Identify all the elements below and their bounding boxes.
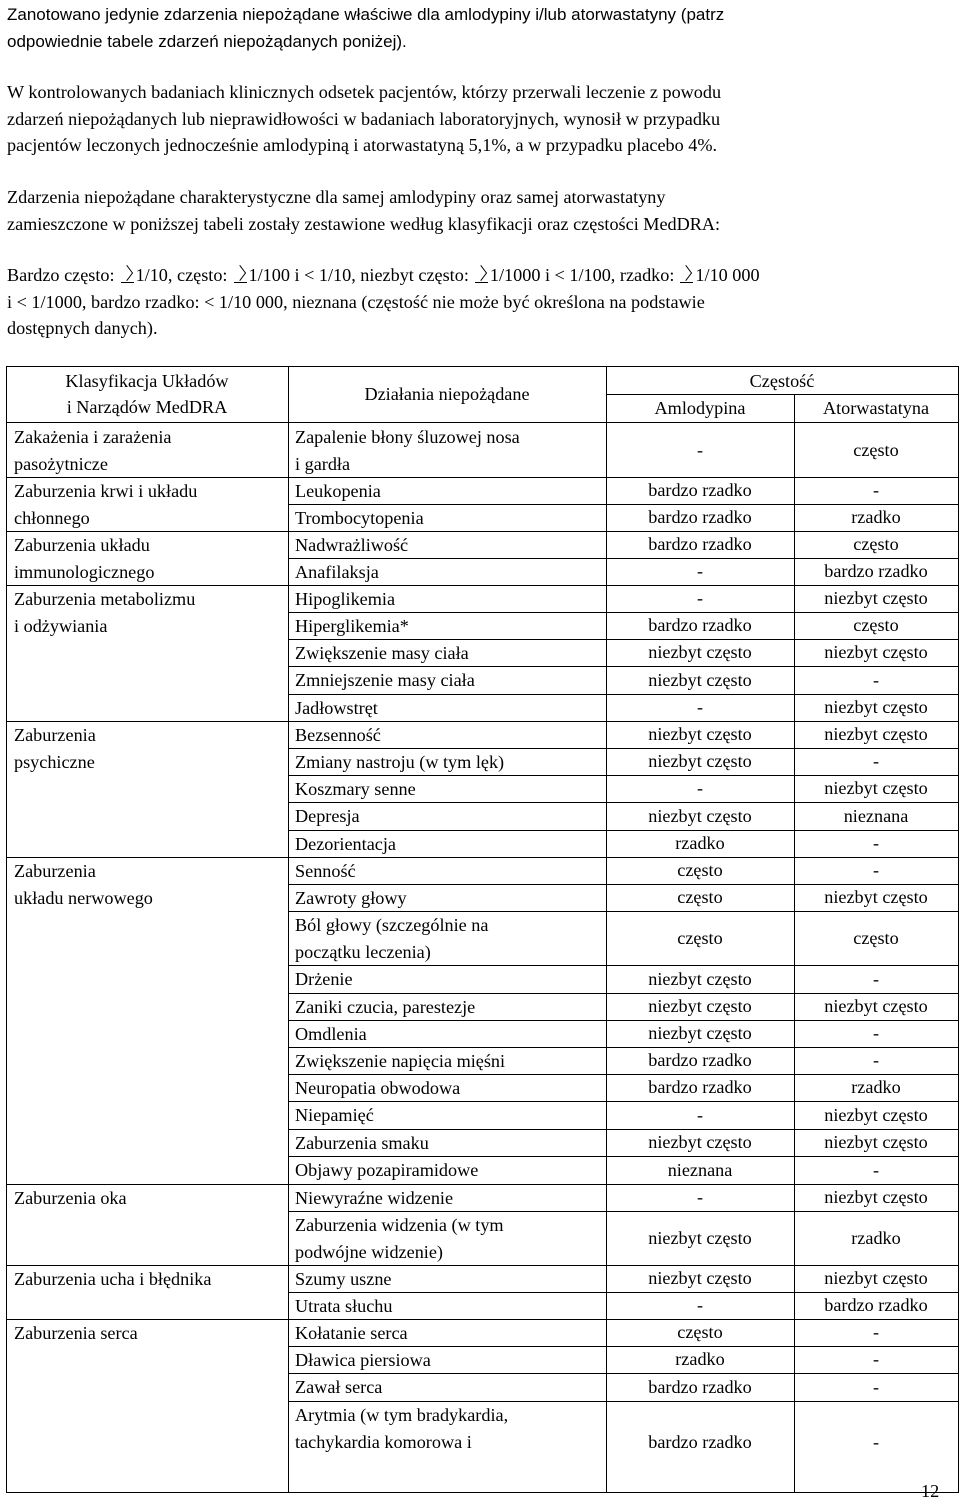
class-label: Zakażenia i zarażenia: [14, 427, 172, 447]
atorvastatin-frequency: -: [872, 1159, 880, 1180]
para2-line-3: pacjentów leczonych jednocześnie amlodypiną i atorwastatyną 5,1%, a w przypadku placebo 4%.: [7, 135, 718, 155]
amlodipine-frequency: -: [696, 778, 704, 798]
row-divider: [6, 857, 959, 858]
effect-label: Zmiany nastroju (w tym lęk): [295, 752, 505, 772]
effect-label: Zmniejszenie masy ciała: [295, 670, 475, 690]
class-label: psychiczne: [14, 752, 95, 772]
row-divider: [288, 993, 959, 994]
row-divider: [6, 721, 959, 722]
atorvastatin-frequency: -: [872, 1050, 880, 1070]
effect-label: Zawroty głowy: [295, 888, 407, 908]
atorvastatin-frequency: -: [872, 480, 880, 500]
amlodipine-frequency: -: [696, 439, 704, 460]
effect-label: Zawał serca: [295, 1377, 383, 1397]
intro-line-1: Zanotowano jedynie zdarzenia niepożądane właściwe dla amlodypiny i/lub atorwastatyny (patrz: [7, 5, 725, 24]
effect-label: Bezsenność: [295, 725, 381, 745]
row-divider: [288, 1211, 959, 1212]
effect-label: Neuropatia obwodowa: [295, 1078, 461, 1098]
freq-uncommon: 1/100 i < 1/10, niezbyt często:: [248, 265, 469, 285]
amlodipine-frequency: nieznana: [667, 1159, 733, 1180]
effect-label: Depresja: [295, 806, 360, 826]
amlodipine-frequency: niezbyt często: [648, 1268, 752, 1288]
effect-label: Kołatanie serca: [295, 1323, 408, 1343]
atorvastatin-frequency: rzadko: [851, 1077, 901, 1097]
effect-label: i gardła: [295, 454, 351, 474]
effect-label: Nadwrażliwość: [295, 535, 409, 555]
amlodipine-frequency: -: [696, 561, 704, 581]
amlodipine-frequency: często: [677, 1322, 723, 1342]
freq-line-1: [7, 262, 947, 289]
amlodipine-frequency: bardzo rzadko: [648, 1376, 752, 1397]
row-divider: [288, 1292, 959, 1293]
header-class-line-2: i Narządów MedDRA: [66, 397, 228, 417]
effect-label: Zwiększenie masy ciała: [295, 643, 469, 663]
atorvastatin-frequency: -: [872, 751, 880, 771]
row-divider: [288, 1047, 959, 1048]
row-divider: [288, 884, 959, 885]
amlodipine-frequency: niezbyt często: [648, 1023, 752, 1043]
row-divider: [6, 1492, 959, 1493]
amlodipine-frequency: bardzo rzadko: [648, 1050, 752, 1070]
header-amlodipine: Amlodypina: [654, 398, 746, 418]
row-divider: [288, 1346, 959, 1347]
atorvastatin-frequency: niezbyt często: [824, 1104, 928, 1125]
row-divider: [6, 1265, 959, 1266]
atorvastatin-frequency: często: [853, 615, 899, 635]
header-class: [6, 368, 288, 420]
effect-label: Objawy pozapiramidowe: [295, 1160, 479, 1180]
column-divider: [794, 394, 795, 1493]
row-divider: [6, 531, 959, 532]
atorvastatin-frequency: niezbyt często: [824, 1268, 928, 1288]
amlodipine-frequency: niezbyt często: [648, 805, 752, 826]
para2-line-2: zdarzeń niepożądanych lub nieprawidłowości w badaniach laboratoryjnych, wynosił w przypadku: [7, 108, 721, 129]
row-divider: [288, 802, 959, 803]
amlodipine-frequency: niezbyt często: [648, 1227, 752, 1248]
atorvastatin-frequency: niezbyt często: [824, 642, 928, 662]
adverse-events-table: [6, 366, 959, 1493]
para2-line-1: W kontrolowanych badaniach klinicznych odsetek pacjentów, którzy przerwali leczenie z powodu: [7, 82, 722, 102]
atorvastatin-frequency: często: [853, 534, 899, 554]
row-divider: [288, 1020, 959, 1021]
effect-label: Hipoglikemia: [295, 589, 396, 609]
amlodipine-frequency: niezbyt często: [648, 1132, 752, 1152]
effect-label: Hiperglikemia*: [295, 616, 409, 636]
row-divider: [606, 394, 959, 395]
atorvastatin-frequency: niezbyt często: [824, 1132, 928, 1152]
effect-label: Niewyraźne widzenie: [295, 1188, 454, 1208]
class-label: Zaburzenia: [14, 725, 96, 745]
effect-label: Arytmia (w tym bradykardia,: [295, 1405, 509, 1425]
amlodipine-frequency: bardzo rzadko: [648, 534, 752, 554]
row-divider: [6, 585, 959, 586]
atorvastatin-frequency: -: [872, 833, 880, 853]
atorvastatin-frequency: -: [872, 1349, 880, 1369]
atorvastatin-frequency: niezbyt często: [824, 996, 928, 1016]
row-divider: [6, 422, 959, 423]
amlodipine-frequency: często: [677, 887, 723, 907]
effect-label: Zaniki czucia, parestezje: [295, 997, 476, 1017]
amlodipine-frequency: niezbyt często: [648, 724, 752, 744]
row-divider: [6, 477, 959, 478]
row-divider: [288, 639, 959, 640]
freq-very-rare-threshold: 1/10 000: [695, 265, 760, 285]
row-divider: [288, 830, 959, 831]
class-label: Zaburzenia metabolizmu: [14, 589, 196, 609]
atorvastatin-frequency: bardzo rzadko: [824, 561, 928, 581]
row-divider: [6, 1319, 959, 1320]
effect-label: Leukopenia: [295, 481, 381, 501]
para3-line-2: zamieszczone w poniższej tabeli zostały zestawione według klasyfikacji oraz częstości MedDRA:: [7, 213, 721, 234]
row-divider: [288, 612, 959, 613]
amlodipine-frequency: rzadko: [675, 833, 725, 853]
class-label: Zaburzenia serca: [14, 1323, 138, 1343]
effect-label: Drżenie: [295, 969, 353, 989]
class-label: immunologicznego: [14, 562, 155, 582]
amlodipine-frequency: niezbyt często: [648, 642, 752, 662]
atorvastatin-frequency: niezbyt często: [824, 887, 928, 907]
row-divider: [288, 1401, 959, 1402]
row-divider: [288, 1373, 959, 1374]
atorvastatin-frequency: rzadko: [851, 507, 901, 527]
atorvastatin-frequency: rzadko: [851, 1227, 901, 1248]
atorvastatin-frequency: często: [853, 439, 899, 460]
effect-label: tachykardia komorowa i: [295, 1432, 472, 1452]
amlodipine-frequency: często: [677, 927, 723, 948]
amlodipine-frequency: -: [696, 1295, 704, 1315]
effect-label: Niepamięć: [295, 1105, 374, 1125]
intro-paragraph: [7, 2, 947, 55]
row-divider: [288, 694, 959, 695]
header-atorvastatin: Atorwastatyna: [822, 398, 930, 418]
atorvastatin-frequency: niezbyt często: [824, 724, 928, 744]
atorvastatin-frequency: -: [872, 968, 880, 989]
greater-or-equal-icon: [121, 267, 134, 283]
freq-very-common: Bardzo często:: [7, 265, 115, 285]
row-divider: [6, 366, 959, 367]
class-label: chłonnego: [14, 508, 90, 528]
atorvastatin-frequency: -: [872, 1376, 880, 1397]
amlodipine-frequency: niezbyt często: [648, 996, 752, 1016]
para3-line-1: Zdarzenia niepożądane charakterystyczne dla samej amlodypiny oraz samej atorwastatyny: [7, 187, 666, 207]
greater-or-equal-icon: [680, 267, 693, 283]
row-divider: [288, 558, 959, 559]
amlodipine-frequency: bardzo rzadko: [648, 480, 752, 500]
frequency-definitions: [7, 262, 947, 342]
intro-line-2: odpowiednie tabele zdarzeń niepożądanych poniżej).: [7, 31, 407, 51]
effect-label: Jadłowstręt: [295, 698, 378, 718]
row-divider: [288, 748, 959, 749]
amlodipine-frequency: bardzo rzadko: [648, 507, 752, 527]
column-divider: [6, 366, 7, 1493]
amlodipine-frequency: rzadko: [675, 1349, 725, 1369]
effect-label: Dezorientacja: [295, 834, 396, 854]
header-effects: Działania niepożądane: [364, 384, 530, 404]
atorvastatin-frequency: -: [872, 669, 880, 690]
row-divider: [288, 965, 959, 966]
header-frequency: Częstość: [749, 371, 815, 391]
effect-label: Zaburzenia widzenia (w tym: [295, 1215, 504, 1235]
amlodipine-frequency: często: [677, 860, 723, 880]
class-label: Zaburzenia krwi i układu: [14, 481, 198, 501]
effect-label: Senność: [295, 861, 356, 881]
effect-label: Zapalenie błony śluzowej nosa: [295, 427, 520, 447]
discontinuation-paragraph: [7, 79, 947, 159]
amlodipine-frequency: bardzo rzadko: [648, 1077, 752, 1097]
amlodipine-frequency: -: [696, 1104, 704, 1125]
class-label: i odżywiania: [14, 616, 108, 636]
freq-line-3: dostępnych danych).: [7, 318, 158, 338]
amlodipine-frequency: -: [696, 697, 704, 717]
row-divider: [6, 1184, 959, 1185]
amlodipine-frequency: niezbyt często: [648, 751, 752, 771]
effect-label: Zwiększenie napięcia mięśni: [295, 1051, 506, 1071]
class-label: układu nerwowego: [14, 888, 153, 908]
atorvastatin-frequency: -: [872, 1023, 880, 1043]
class-label: Zaburzenia: [14, 861, 96, 881]
row-divider: [288, 775, 959, 776]
amlodipine-frequency: niezbyt często: [648, 669, 752, 690]
amlodipine-frequency: bardzo rzadko: [648, 615, 752, 635]
page-number: 12: [921, 1481, 940, 1501]
row-divider: [288, 1074, 959, 1075]
greater-or-equal-icon: [234, 267, 247, 283]
effect-label: Utrata słuchu: [295, 1296, 393, 1316]
amlodipine-frequency: -: [696, 1187, 704, 1207]
atorvastatin-frequency: niezbyt często: [824, 1187, 928, 1207]
freq-rare: 1/1000 i < 1/100, rzadko:: [489, 265, 675, 285]
row-divider: [288, 1129, 959, 1130]
freq-common: 1/10, często:: [135, 265, 228, 285]
atorvastatin-frequency: często: [853, 927, 899, 948]
row-divider: [288, 504, 959, 505]
effect-label: Koszmary senne: [295, 779, 416, 799]
atorvastatin-frequency: bardzo rzadko: [824, 1295, 928, 1315]
column-divider: [606, 366, 607, 1493]
row-divider: [288, 1101, 959, 1102]
atorvastatin-frequency: niezbyt często: [824, 588, 928, 608]
class-label: Zaburzenia układu: [14, 535, 150, 555]
effect-label: początku leczenia): [295, 942, 431, 962]
atorvastatin-frequency: niezbyt często: [824, 778, 928, 798]
freq-line-2: i < 1/1000, bardzo rzadko: < 1/10 000, nieznana (częstość nie może być określona na podstawie: [7, 291, 705, 312]
column-divider: [958, 366, 959, 1493]
atorvastatin-frequency: -: [872, 860, 880, 880]
effect-label: podwójne widzenie): [295, 1242, 443, 1262]
class-label: Zaburzenia oka: [14, 1188, 127, 1208]
atorvastatin-frequency: -: [872, 1322, 880, 1342]
effect-label: Zaburzenia smaku: [295, 1133, 429, 1153]
class-label: Zaburzenia ucha i błędnika: [14, 1269, 212, 1289]
atorvastatin-frequency: nieznana: [843, 805, 909, 826]
amlodipine-frequency: niezbyt często: [648, 968, 752, 989]
effect-label: Anafilaksja: [295, 562, 379, 582]
classification-paragraph: [7, 184, 947, 237]
column-divider: [288, 366, 289, 1493]
row-divider: [288, 911, 959, 912]
atorvastatin-frequency: niezbyt często: [824, 697, 928, 717]
effect-label: Trombocytopenia: [295, 508, 424, 528]
header-class-line-1: Klasyfikacja Układów: [65, 371, 229, 391]
effect-label: Omdlenia: [295, 1024, 367, 1044]
effect-label: Ból głowy (szczególnie na: [295, 915, 489, 935]
effect-label: Dławica piersiowa: [295, 1350, 431, 1370]
effect-label: Szumy uszne: [295, 1269, 392, 1289]
greater-or-equal-icon: [475, 267, 488, 283]
amlodipine-frequency: -: [696, 588, 704, 608]
row-divider: [288, 1156, 959, 1157]
class-label: pasożytnicze: [14, 454, 108, 474]
row-divider: [288, 666, 959, 667]
atorvastatin-frequency: -: [872, 1432, 880, 1452]
amlodipine-frequency: bardzo rzadko: [648, 1432, 752, 1452]
